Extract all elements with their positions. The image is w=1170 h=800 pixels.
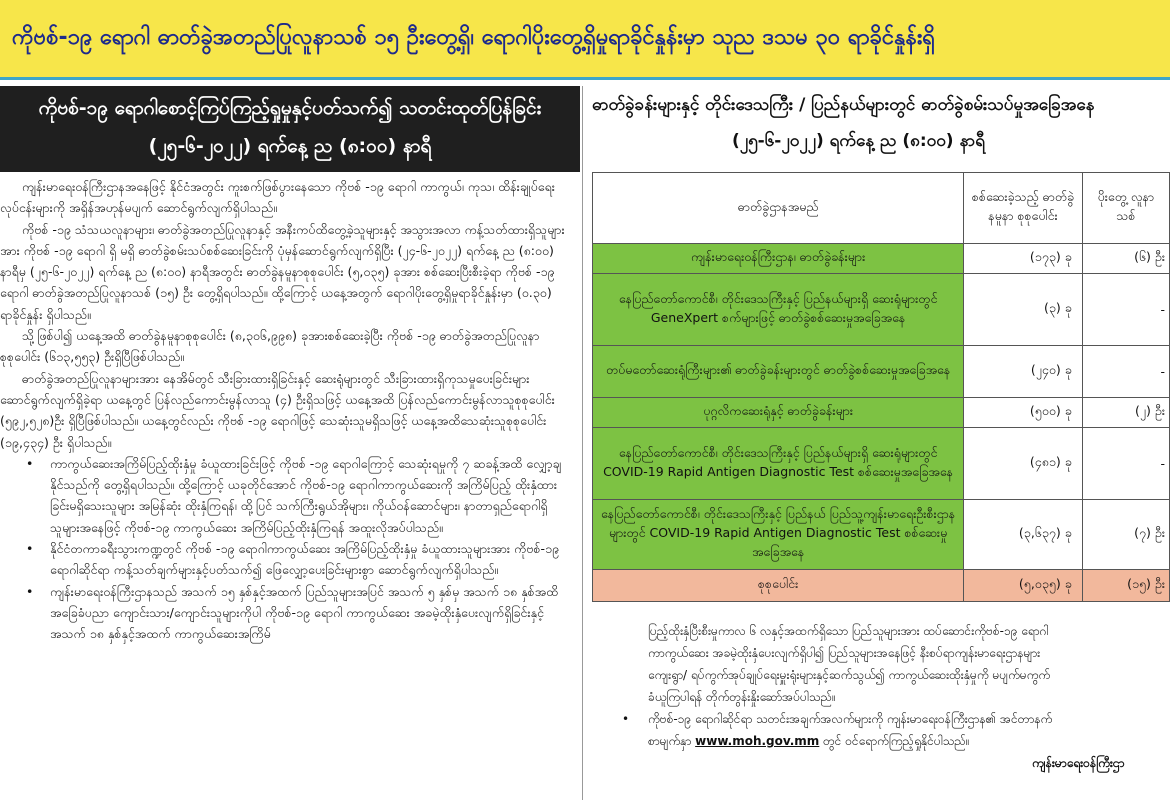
lab-testing-table [592,172,1170,602]
table-total-row [593,570,1170,602]
positive-cell: (၂) ဦး [1082,398,1169,428]
lab-name-cell: တပ်မတော်ဆေးရုံကြီးများ၏ ဓာတ်ခွဲခန်းများတွင် ဓာတ်ခွဲစစ်ဆေးမှုအခြေအနေ [593,346,964,398]
headline-banner [0,0,1170,80]
table-row [593,274,1170,346]
col-header-positive: ပိုးတွေ့ လူနာသစ် [1082,173,1169,244]
col-header-tested: စစ်ဆေးခဲ့သည့် ဓာတ်ခွဲနမူနာ စုစုပေါင်း [964,173,1083,244]
paragraph: ကိုဗစ် -၁၉ သံသယလူနာများ၊ ဓာတ်ခွဲအတည်ပြုလူနာနှင့် အနီးကပ်ထိတွေ့ခဲ့သူများနှင့် အသွားအလာ ကန့်သတ်ထားရှိသူများအား ကိုဗစ် -၁၉ ရောဂါ ရှိ မရှိ ဓာတ်ခွဲစမ်းသပ်စစ်ဆေးခြင်းကို ပုံမှန်ဆောင်ရွက်လျက်ရှိပြီး (၂၄-၆-၂၀၂၂) ရက်နေ့ ည (၈:၀၀) နာရီမှ (၂၅-၆-၂၀၂၂) ရက်နေ့ ည (၈:၀၀) နာရီအတွင်း ဓာတ်ခွဲနမူနာစုစုပေါင်း (၅,၀၃၅) ခုအား စစ်ဆေးပြီးစီးခဲ့ရာ ကိုဗစ် -၁၉ ရောဂါ ဓာတ်ခွဲအတည်ပြုလူနာသစ် (၁၅) ဦး တွေ့ရှိရပါသည်။ ထို့ကြောင့် ယနေ့အတွက် ရောဂါပိုးတွေ့ရှိမှုရာခိုင်နှုန်းမှာ (၀.၃၀) ရာခိုင်နှုန်း ရှိပါသည်။ [0,221,565,322]
positive-cell: - [1082,428,1169,500]
bullet-item [26,581,569,645]
tested-cell: (၁၇၃) ခု [964,244,1083,274]
bullet-marker: • [26,583,34,599]
lab-name-cell: ကျန်းမာရေးဝန်ကြီးဌာန၊ ဓာတ်ခွဲခန်းများ [593,244,964,274]
paragraph: ကျန်းမာရေးဝန်ကြီးဌာနအနေဖြင့် နိုင်ငံအတွင်း ကူးစက်ဖြစ်ပွားနေသော ကိုဗစ် -၁၉ ရောဂါ ကာကွယ်၊ ကုသ၊ ထိန်းချုပ်ရေးလုပ်ငန်းများကို အရှိန်အဟုန်မပျက် ဆောင်ရွက်လျက်ရှိပါသည်။ [0,179,555,216]
left-article-header [0,86,580,172]
tested-cell: (၄၈၁) ခု [964,428,1083,500]
total-tested-cell: (၅,၀၃၅) ခု [964,570,1083,602]
total-positive-cell: (၁၅) ဦး [1082,570,1169,602]
table-row [593,346,1170,398]
bullet-text: ကာကွယ်ဆေးအကြိမ်ပြည့်ထိုးနှံမှု ခံယူထားခြင်းဖြင့် ကိုဗစ် -၁၉ ရောဂါကြောင့် သေဆုံးရမှုကို ၇ ဆခန့်အထိ လျှော့ချနိုင်သည်ကို တွေ့ရှိရပါသည်။ ထို့ကြောင့် ယခုတိုင်အောင် ကိုဗစ်-၁၉ ရောဂါကာကွယ်ဆေးကို အကြိမ်ပြည့် ထိုးနှံထားခြင်းမရှိသေးသူများ အမြန်ဆုံး ထိုးနှံကြရန်၊ ထို့ပြင် သက်ကြီးရွယ်အိုများ၊ ကိုယ်ဝန်ဆောင်များ၊ နာတာရှည်ရောဂါရှိသူများအနေဖြင့် ကိုဗစ်-၁၉ ကာကွယ်ဆေး အကြိမ်ပြည့်ထိုးနှံကြရန် အထူးလိုအပ်ပါသည်။ [50,455,562,535]
right-header-date: (၂၅-၆-၂၀၂၂) ရက်နေ့ ည (၈:၀၀) နာရီ [732,131,985,151]
table-row [593,398,1170,428]
note-line: ပြည့်ထိုးနှံပြီးစီးမှုကာလ ၆ လနှင့်အထက်ရှိသော ပြည်သူများအား ထပ်ဆောင်းကိုဗစ်-၁၉ ရောဂါ [648,624,1049,638]
bullet-list [0,453,575,645]
table-header-row [593,173,1170,244]
left-article-body [0,176,575,800]
bullet-item [26,538,569,581]
positive-cell: (၇) ဦး [1082,500,1169,570]
moh-website-link[interactable]: www.moh.gov.mm [695,734,820,748]
table-row [593,244,1170,274]
tested-cell: (၃) ခု [964,274,1083,346]
note-line: ခံယူကြပါရန် တိုက်တွန်းနှိုးဆော်အပ်ပါသည်။ [648,690,836,704]
left-header-title: ကိုဗစ်-၁၉ ရောဂါစောင့်ကြပ်ကြည့်ရှုမှုနှင့်ပတ်သက်၍ သတင်းထုတ်ပြန်ခြင်း [38,97,542,119]
right-notes [612,620,1170,800]
note-line: ကာကွယ်ဆေး အခမဲ့ထိုးနှံပေးလျက်ရှိပါ၍ ပြည်သူများအနေဖြင့် နီးစပ်ရာကျန်းမာရေးဌာနများ [648,646,1041,660]
note-line [612,708,1170,730]
bullet-text: နိုင်ငံတကာခရီးသွားကဏ္ဍတွင် ကိုဗစ် -၁၉ ရောဂါကာကွယ်ဆေး အကြိမ်ပြည့်ထိုးနှံမှု ခံယူထားသူများအား ကိုဗစ်-၁၉ ရောဂါဆိုင်ရာ ကန့်သတ်ချက်များနှင့်ပတ်သက်၍ ဖြေလျှော့ပေးခြင်းများစွာ ဆောင်ရွက်လျက်ရှိပါသည်။ [50,541,560,578]
lab-name-cell: ပုဂ္ဂလိကဆေးရုံနှင့် ဓာတ်ခွဲခန်းများ [593,398,964,428]
headline-text: ကိုဗစ်-၁၉ ရောဂါ ဓာတ်ခွဲအတည်ပြုလူနာသစ် ၁၅ ဦးတွေ့ရှိ၊ ရောဂါပိုးတွေ့ရှိမှုရာခိုင်နှုန်းမှာ သုည ဒသမ ၃၀ ရာခိုင်နှုန်းရှိ [12,25,936,50]
signature: ကျန်းမာရေးဝန်ကြီးဌာ [1032,756,1125,770]
tested-cell: (၂၄၀) ခု [964,346,1083,398]
note-text: တွင် ဝင်ရောက်ကြည့်ရှုနိုင်ပါသည်။ [819,734,970,748]
right-article-header [592,86,1170,166]
total-label-cell: စုစုပေါင်း [593,570,964,602]
lab-name-cell: နေပြည်တော်ကောင်စီ၊ တိုင်းဒေသကြီးနှင့် ပြည်နယ် ပြည်သူ့ကျန်းမာရေးဦးစီးဌာနများတွင် COVID-19 Rapid Antigen Diagnostic Test စစ်ဆေးမှုအခြေအနေ [593,500,964,570]
bullet-marker: • [26,455,34,471]
positive-cell: - [1082,274,1169,346]
bullet-item [26,453,569,538]
lab-name-cell: နေပြည်တော်ကောင်စီ၊ တိုင်းဒေသကြီးနှင့် ပြည်နယ်များရှိ ဆေးရုံများတွင် COVID-19 Rapid Antigen Diagnostic Test စစ်ဆေးမှုအခြေအနေ [593,428,964,500]
note-line [612,730,1170,752]
bullet-text: ကျန်းမာရေးဝန်ကြီးဌာနသည် အသက် ၁၅ နှစ်နှင့်အထက် ပြည်သူများအပြင် အသက် ၅ နှစ်မှ အသက် ၁၈ နှစ်အထိ အခြေခံပညာ ကျောင်းသား/ကျောင်းသူများကိုပါ ကိုဗစ်-၁၉ ရောဂါ ကာကွယ်ဆေး အခမဲ့ထိုးနှံပေးလျက်ရှိခြင်းနှင့် အသက် ၁၈ နှစ်နှင့်အထက် ကာကွယ်ဆေးအကြိမ် [50,583,559,642]
col-header-lab-name: ဓာတ်ခွဲဌာနအမည် [593,173,964,244]
tested-cell: (၅၀၀) ခု [964,398,1083,428]
lab-name-cell: နေပြည်တော်ကောင်စီ၊ တိုင်းဒေသကြီးနှင့် ပြည်နယ်များရှိ ဆေးရုံများတွင် GeneXpert စက်များဖြင့် ဓာတ်ခွဲစစ်ဆေးမှုအခြေအနေ [593,274,964,346]
note-line: ကျေးရွာ/ ရပ်ကွက်အုပ်ချုပ်ရေးမှူးရုံးများနှင့်ဆက်သွယ်၍ ကာကွယ်ဆေးထိုးနှံမှုကို မပျက်မကွက် [648,668,1051,682]
note-text: ကိုဗစ်-၁၉ ရောဂါဆိုင်ရာ သတင်းအချက်အလက်များကို ကျန်းမာရေးဝန်ကြီးဌာန၏ အင်တာနက် [648,712,1053,726]
left-header-date: (၂၅-၆-၂၀၂၂) ရက်နေ့ ည (၈:၀၀) နာရီ [148,135,432,157]
note-text: စာမျက်နှာ [648,734,696,748]
table-row [593,500,1170,570]
positive-cell: - [1082,346,1169,398]
bullet-marker: • [622,712,630,726]
right-header-title: ဓာတ်ခွဲခန်းများနှင့် တိုင်းဒေသကြီး / ပြည်နယ်များတွင် ဓာတ်ခွဲစမ်းသပ်မှုအခြေအနေ [592,95,1095,115]
table-row [593,428,1170,500]
positive-cell: (၆) ဦး [1082,244,1169,274]
paragraph: သို့ဖြစ်ပါ၍ ယနေ့အထိ ဓာတ်ခွဲနမူနာစုစုပေါင်း (၈,၃၀၆,၉၉၈) ခုအားစစ်ဆေးခဲ့ပြီး ကိုဗစ် -၁၉ ဓာတ်ခွဲအတည်ပြုလူနာစုစုပေါင်း (၆၁၃,၅၅၃) ဦးရှိပြီဖြစ်ပါသည်။ [0,328,540,365]
bullet-marker: • [26,541,34,557]
tested-cell: (၃,၆၃၇) ခု [964,500,1083,570]
column-divider [582,86,583,800]
paragraph: ဓာတ်ခွဲအတည်ပြုလူနာများအား နေအိမ်တွင် သီးခြားထားရှိခြင်းနှင့် ဆေးရုံများတွင် သီးခြားထားရှိကုသမှုပေးခြင်းများ ဆောင်ရွက်လျက်ရှိခဲ့ရာ ယနေ့တွင် ပြန်လည်ကောင်းမွန်လာသူ (၄) ဦးရှိသဖြင့် ယနေ့အထိ ပြန်လည်ကောင်းမွန်လာသူစုစုပေါင်း (၅၉၂,၅၂၈)ဦး ရှိပြီဖြစ်ပါသည်။ ယနေ့တွင်လည်း ကိုဗစ် -၁၉ ရောဂါဖြင့် သေဆုံးသူမရှိသဖြင့် ယနေ့အထိသေဆုံးသူစုစုပေါင်း (၁၉,၄၃၄) ဦး ရှိပါသည်။ [0,370,555,450]
